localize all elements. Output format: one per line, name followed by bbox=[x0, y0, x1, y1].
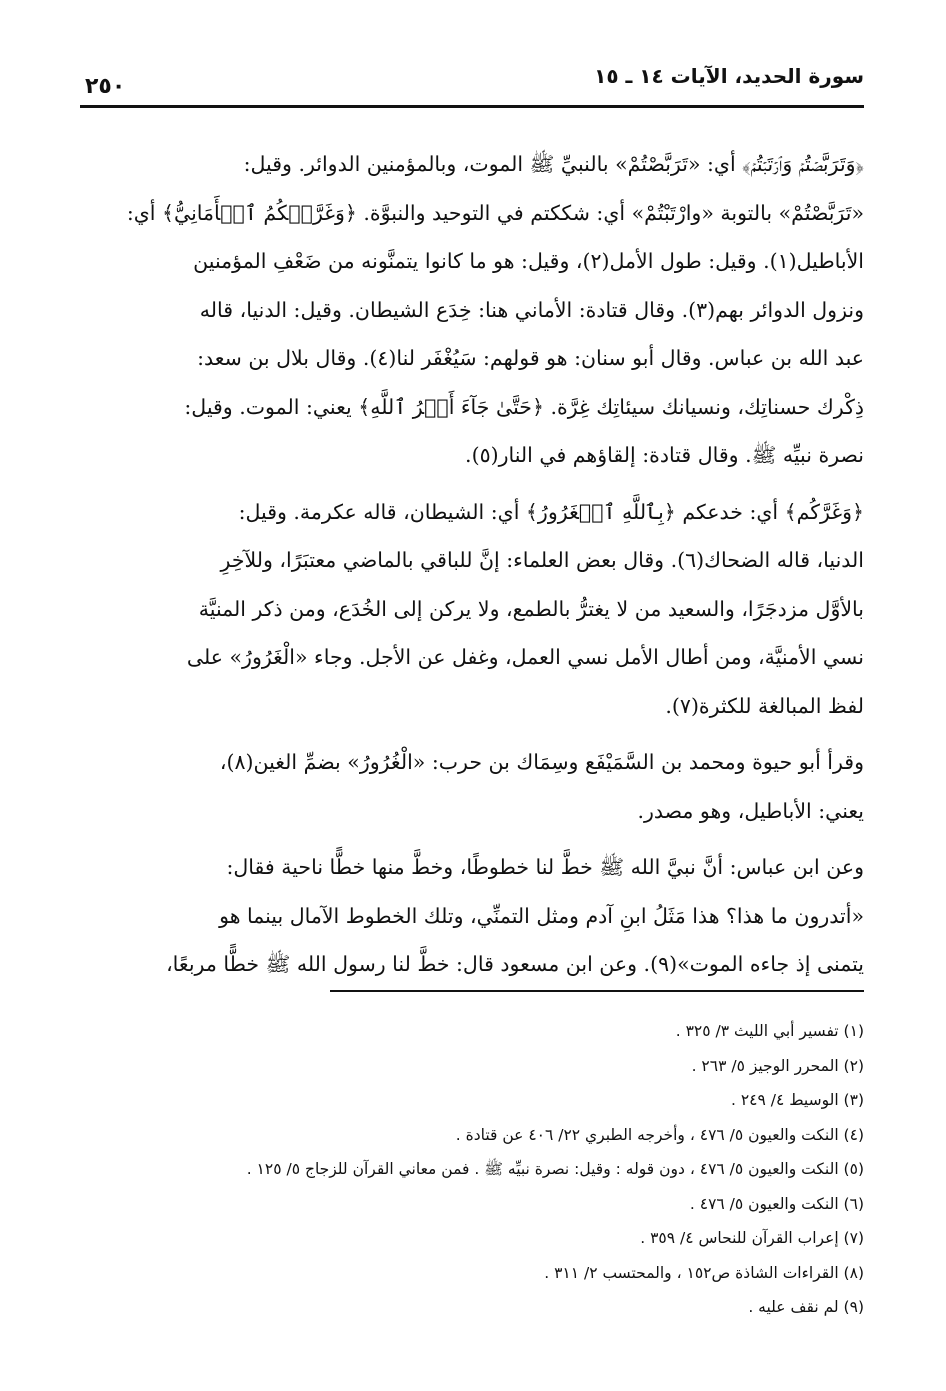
text-line: يعني: الأباطيل، وهو مصدر. bbox=[637, 798, 864, 823]
text-line: لفظ المبالغة للكثرة(٧). bbox=[665, 693, 864, 718]
text-line: الدنيا، قاله الضحاك(٦). وقال بعض العلماء: إنَّ للباقي بالماضي معتبَرًا، وللآخِرِ bbox=[220, 548, 864, 572]
header-divider bbox=[80, 105, 864, 108]
text-line: «تَرَبَّصْتُمْ» بالتوبة «وارْتَبْتُمْ» أي: شككتم في التوحيد والنبوَّة. ﴿وَغَرَّتۡكُمُ ٱلۡأَمَانِيُّ﴾ أي: bbox=[126, 200, 864, 225]
text-line: ﴿وَغَرَّكُم﴾ أي: خدعكم ﴿بِٱللَّهِ ٱلۡغَرُورُ﴾ أي: الشيطان، قاله عكرمة. وقيل: bbox=[238, 499, 864, 524]
footnote-item: (٦) النكت والعيون ٥/ ٤٧٦ . bbox=[689, 1194, 864, 1213]
text-line: وقرأ أبو حيوة ومحمد بن السَّمَيْفَع وسِمَاك بن حرب: «الْغُرُورُ» بضمِّ الغين(٨)، bbox=[219, 750, 864, 774]
header-title: سورة الحديد، الآيات ١٤ ـ ١٥ bbox=[594, 64, 864, 88]
text-line: بالأوَّل مزدجَرًا، والسعيد من لا يغترُّ بالطمع، ولا يركن إلى الخُدَع، ومن ذكر المنيَّة bbox=[198, 596, 864, 621]
text-line: ونزول الدوائر بهم(٣). وقال قتادة: الأماني هنا: خِدَع الشيطان. وقيل: الدنيا، قاله bbox=[199, 297, 864, 322]
text-line: «أتدرون ما هذا؟ هذا مَثَلُ ابنِ آدم ومثل التمنِّي، وتلك الخطوط الآمال بينما هو bbox=[219, 903, 864, 928]
text-line: الأباطيل(١). وقيل: طول الأمل(٢)، وقيل: هو ما كانوا يتمنَّونه من ضَعْفِ المؤمنين bbox=[193, 249, 864, 273]
text-line: ﴿وَتَرَبَّصۡتُمۡ وَٱرۡتَبۡتُمۡ﴾ أي: «تَرَبَّصْتُمْ» بالنبيِّ ﷺ الموت، وبالمؤمنين الدوائر. وقيل: bbox=[243, 152, 864, 176]
text-line: وعن ابن عباس: أنَّ نبيَّ الله ﷺ خطَّ لنا خطوطًا، وخطَّ منها خطًّا ناحية فقال: bbox=[226, 855, 864, 879]
footnote-item: (٩) لم نقف عليه . bbox=[748, 1298, 864, 1316]
paragraph bbox=[85, 140, 864, 480]
text-line: نسي الأمنيَّة، ومن أطال الأمل نسي العمل، وغفل عن الأجل. وجاء «الْغَرُورُ» على bbox=[186, 645, 864, 669]
footnote-divider bbox=[330, 990, 864, 992]
footnote-item: (٢) المحرر الوجيز ٥/ ٢٦٣ . bbox=[691, 1056, 864, 1075]
text-line: عبد الله بن عباس. وقال أبو سنان: هو قولهم: سَيُغْفَر لنا(٤). وقال بلال بن سعد: bbox=[197, 346, 864, 370]
footnote-item: (٤) النكت والعيون ٥/ ٤٧٦ ، وأخرجه الطبري ٢٢/ ٤٠٦ عن قتادة . bbox=[455, 1125, 864, 1144]
paragraph bbox=[85, 488, 864, 731]
paragraph bbox=[85, 738, 864, 835]
footnote-item: (٣) الوسيط ٤/ ٢٤٩ . bbox=[730, 1091, 864, 1109]
text-line: ذِكْرك حسناتِك، ونسيانك سيئاتِك غِرَّة. ﴿حَتَّىٰ جَآءَ أَمۡرُ ٱللَّهِ﴾ يعني: الموت. وقيل: bbox=[184, 394, 864, 419]
footnote-item: (١) تفسير أبي الليث ٣/ ٣٢٥ . bbox=[675, 1022, 864, 1040]
footnote-item: (٥) النكت والعيون ٥/ ٤٧٦ ، دون قوله : وقيل: نصرة نبيِّه ﷺ . فمن معاني القرآن للزجاج ٥/ ١٢٥ . bbox=[246, 1160, 864, 1178]
main-text bbox=[85, 140, 864, 989]
text-line: يتمنى إذ جاءه الموت»(٩). وعن ابن مسعود قال: خطَّ لنا رسول الله ﷺ خطًّا مربعًا، bbox=[166, 952, 864, 976]
running-header bbox=[85, 62, 864, 102]
footnote-item: (٧) إعراب القرآن للنحاس ٤/ ٣٥٩ . bbox=[640, 1229, 864, 1247]
text-line: نصرة نبيِّه ﷺ. وقال قتادة: إلقاؤهم في النار(٥). bbox=[465, 443, 864, 467]
footnotes bbox=[85, 1014, 864, 1325]
footnote-item: (٨) القراءات الشاذة ص١٥٢ ، والمحتسب ٢/ ٣١١ . bbox=[544, 1263, 864, 1282]
paragraph bbox=[85, 843, 864, 989]
page-number: ٢٥٠ bbox=[85, 74, 126, 99]
